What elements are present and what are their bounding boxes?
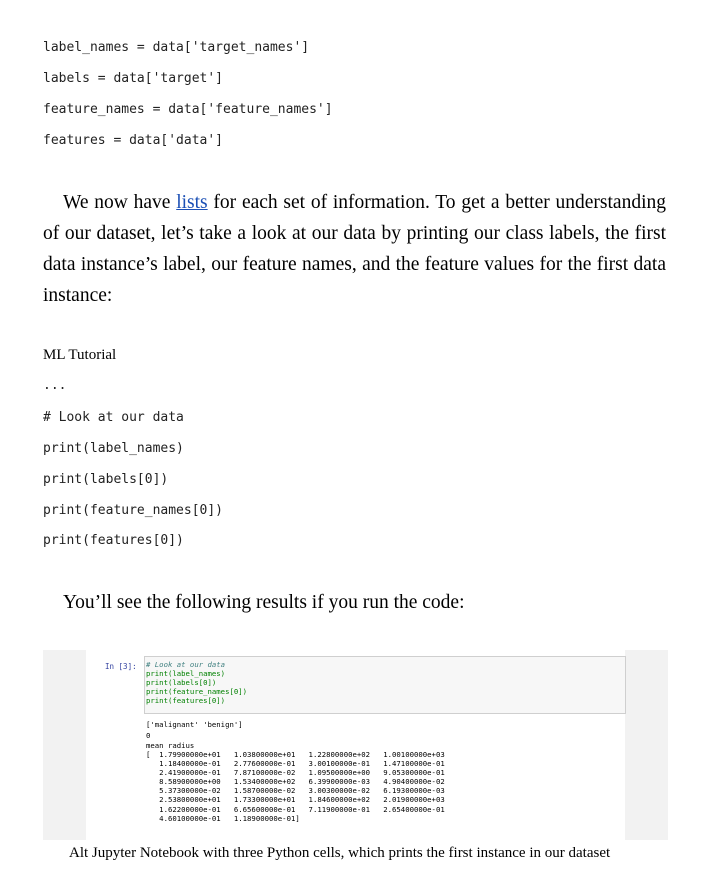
cell-code-line: # Look at our data xyxy=(146,660,226,669)
notebook-screenshot xyxy=(43,650,668,840)
paragraph-text: You’ll see the following results if you run the code: xyxy=(63,592,465,613)
code-line: print(labels[0]) xyxy=(43,472,169,487)
paragraph-text: for each set of information. To get a better understanding of our dataset, let’s take a look at our data by printing our class labels, the first data instance’s label, our feature names, and the feature values for the first data instance: xyxy=(43,192,666,306)
cell-code-line: print(labels[0]) xyxy=(146,678,217,687)
cell-output-line: mean radius xyxy=(146,741,195,750)
code-line: ... xyxy=(43,378,67,393)
paragraph-text: We now have xyxy=(63,192,177,213)
code-line: print(features[0]) xyxy=(43,533,184,548)
code-line: label_names = data['target_names'] xyxy=(43,40,310,55)
intro-paragraph xyxy=(43,187,666,311)
code-line: print(feature_names[0]) xyxy=(43,503,224,518)
lists-link[interactable]: lists xyxy=(176,192,208,213)
section-label: ML Tutorial xyxy=(43,347,117,363)
code-line: print(label_names) xyxy=(43,441,184,456)
cell-prompt: In [3]: xyxy=(105,662,137,671)
code-line: features = data['data'] xyxy=(43,133,224,148)
code-line: feature_names = data['feature_names'] xyxy=(43,102,333,117)
cell-output-line: 1.62200000e-01 6.65600000e-01 7.11900000e-01 2.65400000e-01 xyxy=(146,805,445,814)
code-line: # Look at our data xyxy=(43,410,184,425)
cell-output-line: 4.60100000e-01 1.18900000e-01] xyxy=(146,814,300,823)
figure-caption: Alt Jupyter Notebook with three Python cells, which prints the first instance in our dataset xyxy=(69,845,611,861)
cell-output-line: 2.41900000e-01 7.87100000e-02 1.09500000e+00 9.05300000e-01 xyxy=(146,768,445,777)
cell-output-line: 5.37300000e-02 1.58700000e-02 3.00300000e-02 6.19300000e-03 xyxy=(146,786,445,795)
cell-code-line: print(feature_names[0]) xyxy=(146,687,248,696)
code-line: labels = data['target'] xyxy=(43,71,224,86)
cell-output-line: [ 1.79900000e+01 1.03800000e+01 1.22800000e+02 1.00100000e+03 xyxy=(146,750,445,759)
cell-output-line: 2.53800000e+01 1.73300000e+01 1.84600000e+02 2.01900000e+03 xyxy=(146,795,445,804)
results-paragraph xyxy=(43,587,666,618)
cell-output-line: 1.18400000e-01 2.77600000e-01 3.00100000e-01 1.47100000e-01 xyxy=(146,759,445,768)
cell-output-line: 0 xyxy=(146,731,151,740)
cell-output-line: ['malignant' 'benign'] xyxy=(146,720,243,729)
cell-output-line: 8.58900000e+00 1.53400000e+02 6.39900000e-03 4.90400000e-02 xyxy=(146,777,445,786)
cell-code-line: print(label_names) xyxy=(146,669,226,678)
cell-code-line: print(features[0]) xyxy=(146,696,226,705)
